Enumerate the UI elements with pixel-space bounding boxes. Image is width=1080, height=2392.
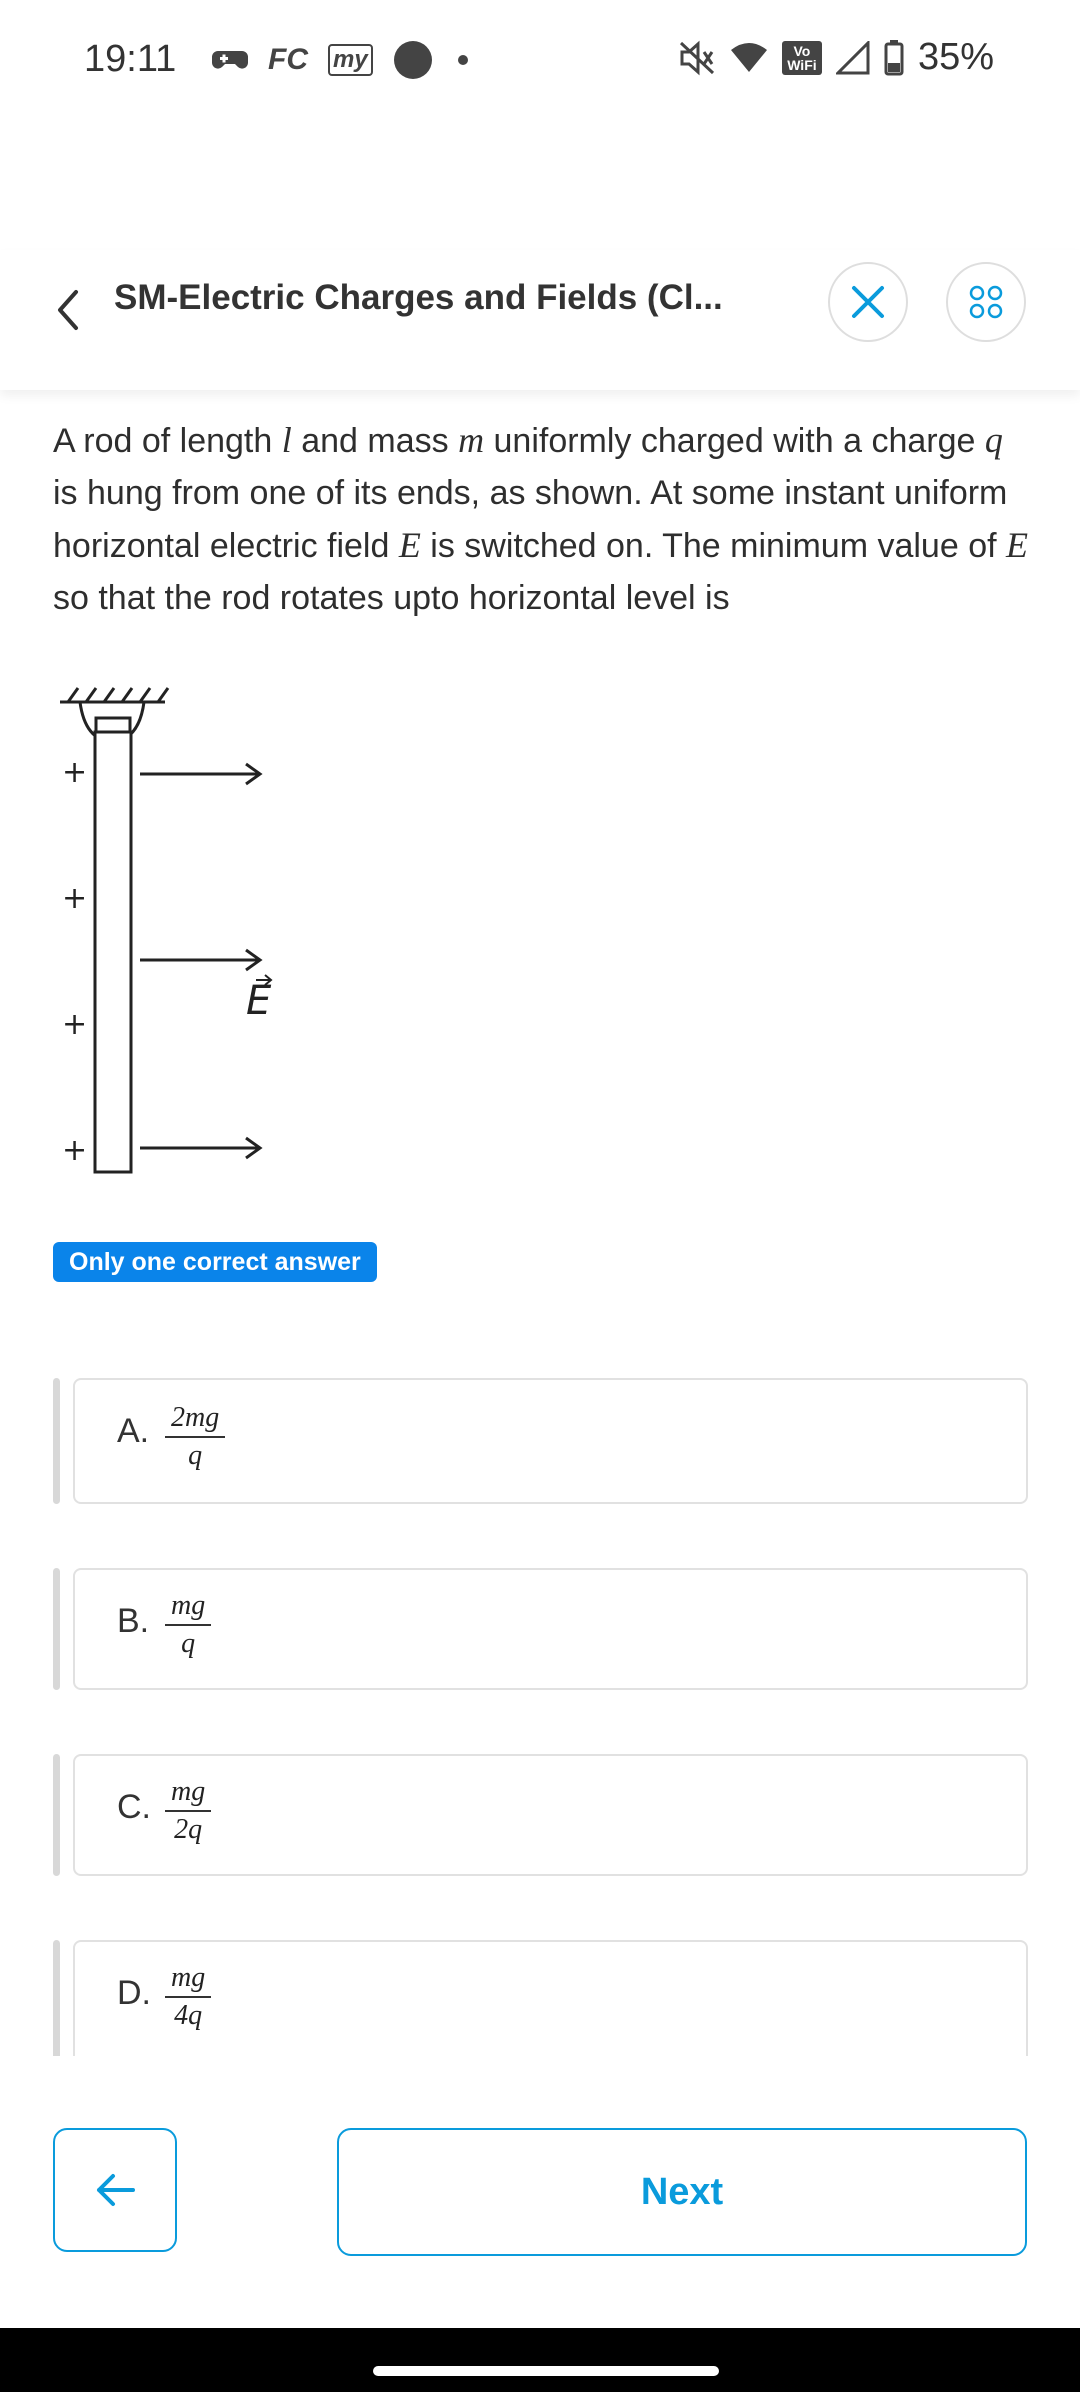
- fraction-denominator: q: [188, 1440, 203, 1471]
- question-text-part: A rod of length: [53, 422, 282, 460]
- option-d[interactable]: [53, 1940, 1028, 2056]
- page-title: SM-Electric Charges and Fields (Cl...: [114, 278, 723, 317]
- vowifi-text: Vo WiFi: [787, 42, 817, 73]
- answer-type-badge: Only one correct answer: [53, 1242, 377, 1282]
- option-letter: A.: [117, 1412, 150, 1450]
- battery-icon: [884, 40, 904, 76]
- fraction-numerator: mg: [165, 1962, 211, 1998]
- option-indicator: [53, 1568, 60, 1690]
- charge-plus: +: [62, 1007, 88, 1042]
- option-box[interactable]: [73, 1378, 1028, 1504]
- option-fraction: [165, 1962, 211, 2032]
- question-text-part: and mass: [291, 422, 459, 460]
- mute-icon: [678, 40, 716, 76]
- question-var-e: E: [398, 525, 421, 565]
- status-left-icons: [212, 40, 473, 80]
- fraction-denominator: 4q: [174, 2000, 203, 2031]
- signal-icon: [836, 41, 870, 75]
- home-indicator[interactable]: [373, 2366, 719, 2376]
- field-arrow: [140, 950, 260, 970]
- option-box[interactable]: [73, 1568, 1028, 1690]
- record-dot-icon: [393, 40, 433, 80]
- option-letter: B.: [117, 1602, 150, 1640]
- field-arrow: [140, 1138, 260, 1158]
- option-indicator: [53, 1754, 60, 1876]
- close-button[interactable]: [828, 262, 908, 342]
- grid-icon: [968, 284, 1004, 320]
- option-letter: D.: [117, 1974, 151, 2012]
- rod-diagram: [50, 682, 280, 1182]
- system-nav-bar: [0, 2328, 1080, 2392]
- option-b[interactable]: [53, 1568, 1028, 1690]
- question-text-part: is hung from one of its ends, as shown. At some instant uniform horizontal electric field: [53, 474, 1008, 565]
- question-text-part: uniformly charged with a charge: [484, 422, 985, 460]
- field-arrow: [140, 764, 260, 784]
- question-grid-button[interactable]: [946, 262, 1026, 342]
- close-icon: [848, 282, 888, 322]
- question-text: [53, 414, 1033, 624]
- question-var-q: q: [984, 420, 1003, 460]
- my-icon: my: [328, 44, 373, 76]
- fraction-numerator: mg: [165, 1590, 211, 1626]
- option-letter: C.: [117, 1788, 151, 1826]
- notification-dot-icon: [453, 50, 473, 70]
- rod: [95, 732, 131, 1172]
- next-button[interactable]: Next: [337, 2128, 1027, 2256]
- question-text-part: is switched on. The minimum value of: [420, 527, 1006, 565]
- option-indicator: [53, 1378, 60, 1504]
- status-bar: [0, 0, 1080, 130]
- question-text-part: so that the rod rotates upto horizontal level is: [53, 579, 730, 617]
- option-fraction: [165, 1776, 211, 1846]
- vowifi-icon: [782, 41, 822, 75]
- charge-plus: +: [62, 755, 88, 790]
- wifi-icon: [730, 42, 768, 74]
- option-fraction: [165, 1402, 225, 1472]
- status-right-icons: [678, 36, 994, 79]
- question-var-l: l: [281, 420, 292, 460]
- charge-plus: +: [62, 1133, 88, 1168]
- option-box[interactable]: [73, 1754, 1028, 1876]
- option-c[interactable]: [53, 1754, 1028, 1876]
- battery-percent: 35%: [917, 36, 994, 78]
- option-indicator: [53, 1940, 60, 2056]
- option-box[interactable]: [73, 1940, 1028, 2056]
- previous-button[interactable]: [53, 2128, 177, 2252]
- question-var-e: E: [1006, 525, 1028, 565]
- question-var-m: m: [458, 420, 485, 460]
- fraction-denominator: q: [181, 1628, 196, 1659]
- option-a[interactable]: [53, 1378, 1028, 1504]
- fc-icon: FC: [268, 43, 308, 76]
- status-time: 19:11: [84, 38, 177, 80]
- arrow-left-icon: [91, 2170, 139, 2210]
- game-controller-icon: [212, 45, 248, 75]
- fraction-numerator: 2mg: [165, 1402, 225, 1438]
- charge-plus: +: [62, 881, 88, 916]
- fraction-numerator: mg: [165, 1776, 211, 1812]
- fraction-denominator: 2q: [174, 1814, 203, 1845]
- option-fraction: [165, 1590, 211, 1660]
- field-label-e: E: [246, 978, 272, 1024]
- chevron-left-icon: [48, 280, 88, 340]
- header: [0, 250, 1080, 390]
- back-button[interactable]: [48, 280, 88, 340]
